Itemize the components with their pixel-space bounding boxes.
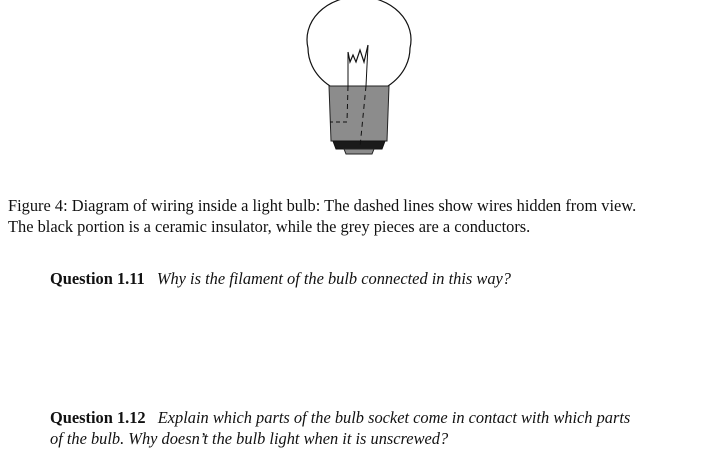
- ceramic-insulator: [333, 141, 385, 149]
- bulb-base-conductor: [329, 86, 389, 141]
- question-label: Question 1.12: [50, 408, 146, 427]
- filament: [348, 45, 368, 62]
- question-1-12: [50, 407, 710, 449]
- question-1-11: [50, 268, 710, 289]
- caption-line-2: The black portion is a ceramic insulator, while the grey pieces are a conductors.: [8, 217, 531, 236]
- question-text: Why is the filament of the bulb connected in this way?: [156, 269, 511, 288]
- question-text-line-1: Explain which parts of the bulb socket come in contact with which parts: [157, 408, 631, 427]
- question-text-line-2: of the bulb. Why doesn’t the bulb light when it is unscrewed?: [50, 429, 449, 448]
- light-bulb-diagram: [300, 0, 420, 165]
- question-label: Question 1.11: [50, 269, 145, 288]
- caption-line-1: Figure 4: Diagram of wiring inside a light bulb: The dashed lines show wires hidden from view.: [8, 196, 637, 215]
- bulb-glass: [307, 0, 411, 86]
- bottom-contact: [344, 149, 374, 154]
- figure-caption: [8, 195, 708, 237]
